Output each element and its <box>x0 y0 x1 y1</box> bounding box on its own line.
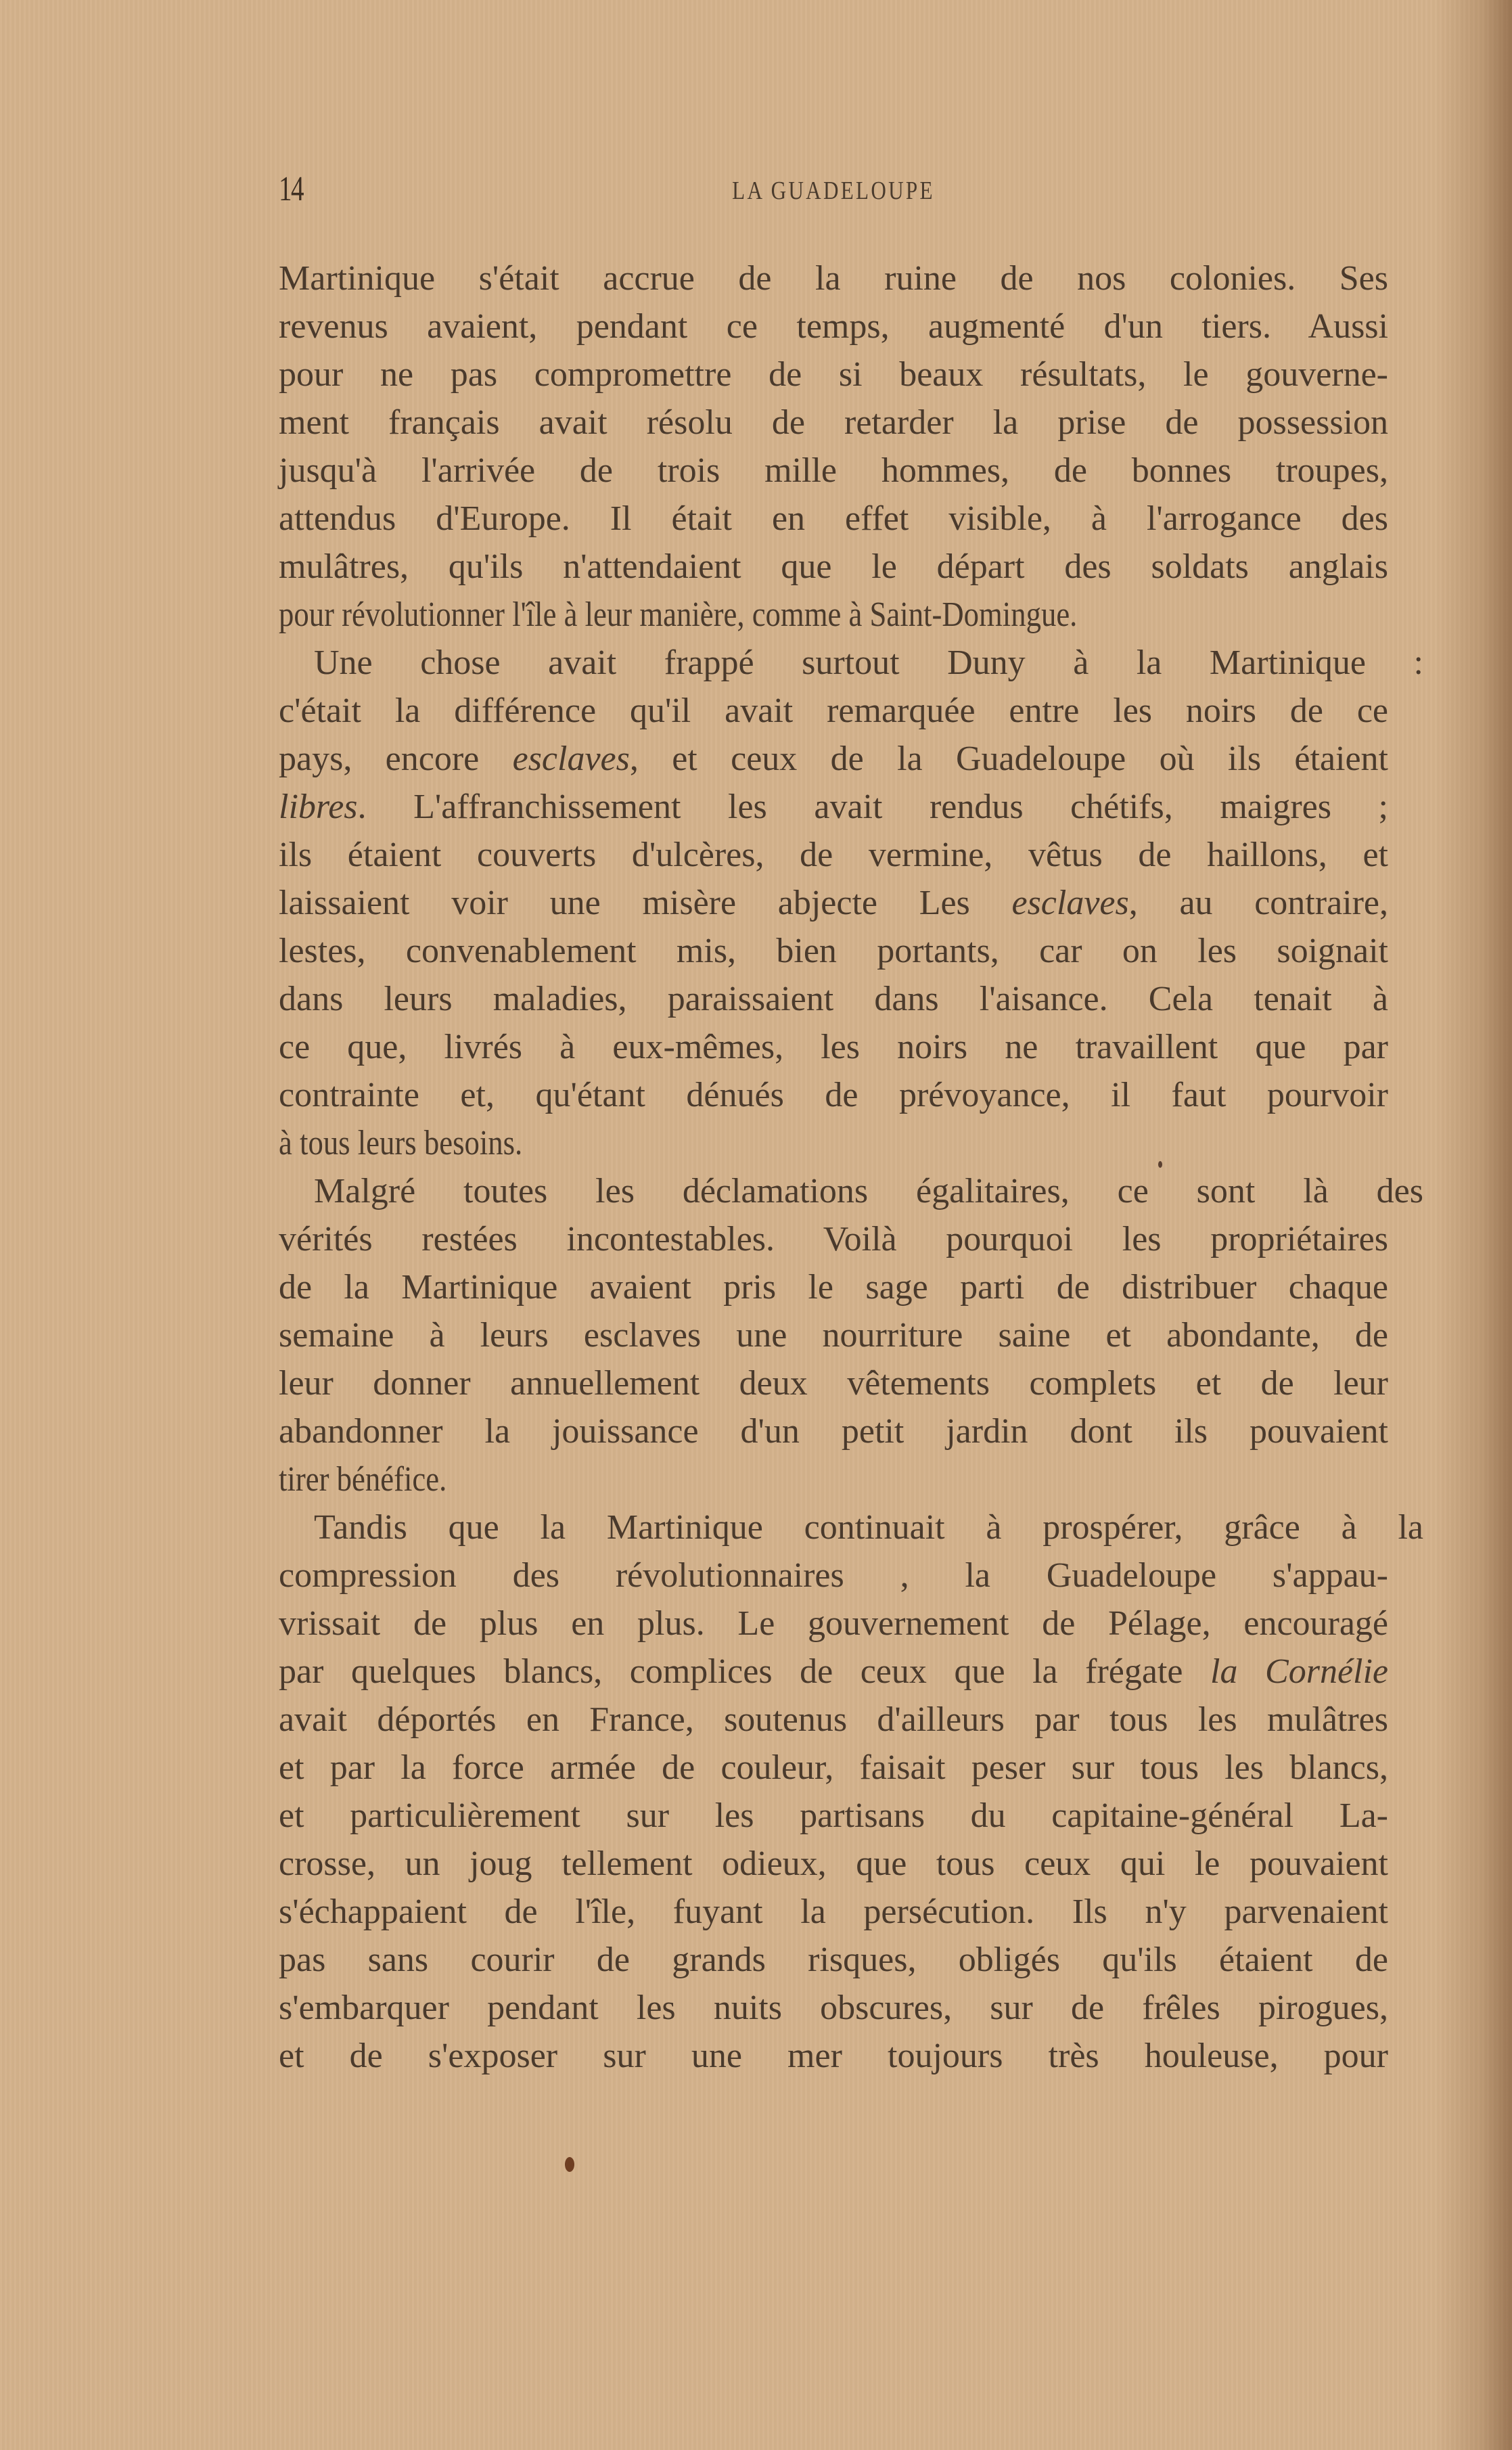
ink-speck <box>565 2157 574 2172</box>
text-line: laissaient voir une misère abjecte Les esclaves, au contraire, <box>279 884 1388 922</box>
italic-term: esclaves <box>1011 884 1129 922</box>
text-line: ment français avait résolu de retarder la prise de possession <box>279 403 1388 442</box>
text-line: crosse, un joug tellement odieux, que tous ceux qui le pouvaient <box>279 1844 1388 1883</box>
text-line: par quelques blancs, complices de ceux que la frégate la Cornélie <box>279 1652 1389 1691</box>
paragraph <box>279 1503 1423 2080</box>
text-line: s'échappaient de l'île, fuyant la persécution. Ils n'y parvenaient <box>279 1892 1388 1931</box>
text-line: pays, encore esclaves, et ceux de la Guadeloupe où ils étaient <box>279 740 1389 778</box>
text-line: s'embarquer pendant les nuits obscures, sur de frêles pirogues, <box>279 1989 1388 2027</box>
text-line: de la Martinique avaient pris le sage parti de distribuer chaque <box>279 1268 1388 1307</box>
text-line: compression des révolutionnaires , la Guadeloupe s'appau- <box>279 1556 1388 1595</box>
italic-term: esclaves <box>512 740 630 778</box>
text-line: et de s'exposer sur une mer toujours très houleuse, pour <box>279 2037 1388 2075</box>
italic-term: libres <box>279 788 358 826</box>
body-text <box>279 254 1423 2080</box>
text-line: c'était la différence qu'il avait remarquée entre les noirs de ce <box>279 691 1388 730</box>
paragraph <box>279 1167 1423 1503</box>
text-line: vérités restées incontestables. Voilà pourquoi les propriétaires <box>279 1220 1388 1258</box>
text-line: et particulièrement sur les partisans du capitaine-général La- <box>279 1796 1388 1835</box>
text-line: leur donner annuellement deux vêtements complets et de leur <box>279 1364 1388 1403</box>
text-line: tirer bénéfice. <box>279 1460 447 1499</box>
text-line: attendus d'Europe. Il était en effet visible, à l'arrogance des <box>279 499 1388 538</box>
text-line: ils étaient couverts d'ulcères, de vermine, vêtus de haillons, et <box>279 836 1388 874</box>
text-line: pour révolutionner l'île à leur manière, comme à Saint-Domingue. <box>279 595 1078 634</box>
text-line: pour ne pas compromettre de si beaux résultats, le gouverne- <box>279 355 1388 394</box>
text-line: à tous leurs besoins. <box>279 1124 523 1162</box>
paragraph <box>279 639 1423 1167</box>
running-head-title: LA GUADELOUPE <box>732 177 935 205</box>
running-head <box>279 169 1388 210</box>
text-line: jusqu'à l'arrivée de trois mille hommes, de bonnes troupes, <box>279 451 1388 490</box>
text-line: avait déportés en France, soutenus d'ailleurs par tous les mulâtres <box>279 1700 1388 1739</box>
text-line: ce que, livrés à eux-mêmes, les noirs ne travaillent que par <box>279 1028 1388 1066</box>
ink-speck <box>1158 1161 1162 1168</box>
text-line: vrissait de plus en plus. Le gouvernement de Pélage, encouragé <box>279 1604 1388 1643</box>
italic-term: la Cornélie <box>1210 1652 1389 1691</box>
text-line: abandonner la jouissance d'un petit jardin dont ils pouvaient <box>279 1412 1388 1451</box>
text-line: contrainte et, qu'étant dénués de prévoyance, il faut pourvoir <box>279 1076 1388 1114</box>
text-line: pas sans courir de grands risques, obligés qu'ils étaient de <box>279 1941 1388 1979</box>
text-line: dans leurs maladies, paraissaient dans l'aisance. Cela tenait à <box>279 980 1388 1018</box>
text-line: et par la force armée de couleur, faisait peser sur tous les blancs, <box>279 1748 1388 1787</box>
text-line: Martinique s'était accrue de la ruine de nos colonies. Ses <box>279 259 1388 298</box>
text-line: semaine à leurs esclaves une nourriture saine et abondante, de <box>279 1316 1388 1355</box>
page-number: 14 <box>279 170 303 208</box>
paragraph <box>279 254 1388 639</box>
text-line: mulâtres, qu'ils n'attendaient que le départ des soldats anglais <box>279 547 1388 586</box>
text-line: Tandis que la Martinique continuait à prospérer, grâce à la <box>314 1508 1423 1547</box>
text-line: libres. L'affranchissement les avait rendus chétifs, maigres ; <box>279 788 1388 826</box>
text-line: Malgré toutes les déclamations égalitaires, ce sont là des <box>314 1172 1423 1210</box>
text-line: Une chose avait frappé surtout Duny à la Martinique : <box>314 643 1423 682</box>
text-line: revenus avaient, pendant ce temps, augmenté d'un tiers. Aussi <box>279 307 1388 346</box>
text-line: lestes, convenablement mis, bien portants, car on les soignait <box>279 932 1388 970</box>
